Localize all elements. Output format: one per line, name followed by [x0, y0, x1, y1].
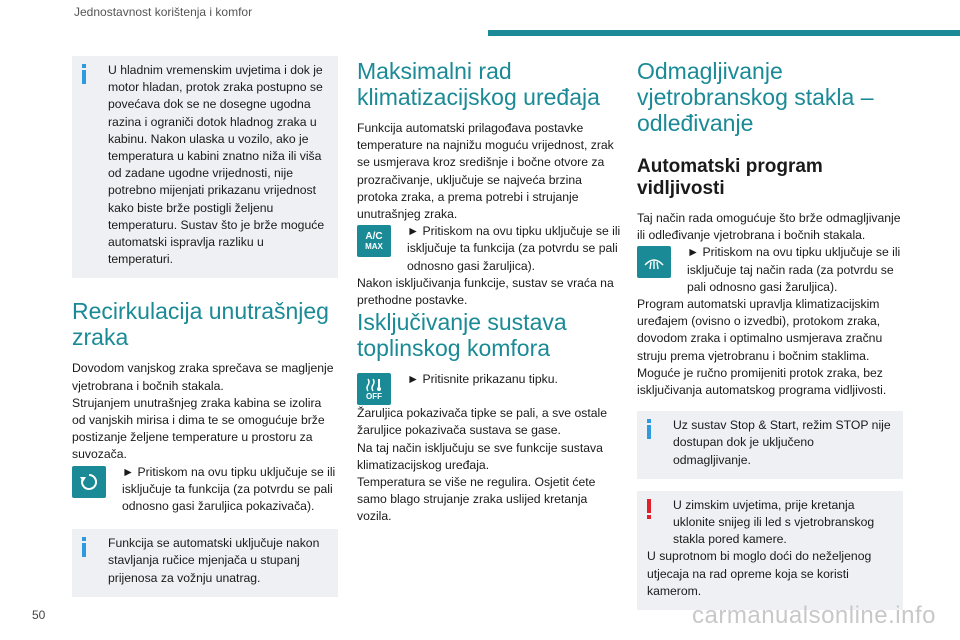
info-icon: [82, 537, 86, 557]
button-instruction: ► Pritisnite prikazanu tipku.: [407, 372, 558, 387]
paragraph: Strujanjem unutrašnjeg zraka kabina se izolira od vanjskih mirisa i dima te se omogućuje brže postizanje željene temperature u prostoru za suvozača.: [72, 395, 325, 462]
column-1: [72, 56, 338, 597]
ac-max-icon: A/C MAX: [357, 225, 391, 257]
visibility-button-row: [637, 244, 903, 296]
climate-off-icon: OFF: [357, 373, 391, 405]
page-number: 50: [32, 608, 46, 622]
paragraph: Funkcija automatski prilagođava postavke temperature na najnižu moguću vrijednost, zrak se usmjerava kroz središnje i bočne otvore za prozračivanje, uključuje se najveća brzina protoka zraka, a prema potrebi i strujanje unutrašnjeg zraka.: [357, 121, 614, 222]
section-heading-max-ac: Maksimalni rad klimatizacijskog uređaja: [357, 58, 600, 110]
section-heading-defogging: Odmagljivanje vjetrobranskog stakla – odleđivanje: [637, 58, 874, 136]
info-note-reverse-gear: [72, 529, 338, 597]
button-instruction: ► Pritiskom na ovu tipku uključuje se ili isključuje taj način rada (za potvrdu se pali odnosno gasi žaruljica).: [687, 245, 901, 294]
button-instruction: ► Pritiskom na ovu tipku uključuje se ili isključuje ta funkcija (za potvrdu se pali odnosno gasi žaruljica pokazivača).: [122, 464, 336, 514]
recirculation-icon: [72, 466, 106, 498]
paragraph: Na taj način isključuju se sve funkcije sustava klimatizacijskog uređaja.: [357, 440, 603, 472]
windscreen-defrost-icon: [637, 246, 671, 278]
warning-icon: [647, 499, 651, 519]
off-button-row: [357, 371, 623, 405]
column-3: [637, 58, 903, 610]
warning-note-camera: [637, 491, 903, 610]
note-text: Uz sustav Stop & Start, režim STOP nije dostupan dok je uključeno odmagljivanje.: [673, 418, 891, 467]
paragraph: Program automatski upravlja klimatizacijskim uređajem (ovisno o izvedbi), protokom zraka, dovodom zraka i optimalno usmjerava zračnu struju prema vjetrobranu i bočnim staklima.: [637, 297, 883, 363]
note-text: U hladnim vremenskim uvjetima i dok je motor hladan, protok zraka postupno se povećava dok se ne dosegne ugodna razina i ograniči dotok hladnog zraka u kabinu. Nakon ulaska u vozilo, ako je temperatura u kabini znatno niža ili viša od zadane ugodne vrijednosti, nije potrebno mijenjati prikazanu vrijednost kako biste brže postigli željenu temperaturu. Sustav što je brže moguće automatski ispravlja razliku u temperaturi.: [108, 63, 325, 267]
paragraph: Temperatura se više ne regulira. Osjetit ćete samo blago strujanje zraka uslijed kretanja vozila.: [357, 475, 596, 524]
warning-text: U suprotnom bi moglo doći do neželjenog utjecaja na rad opreme koja se koristi kamerom.: [647, 549, 872, 598]
paragraph: Moguće je ručno promijeniti protok zraka, bez isključivanja automatskog programa vidljivosti.: [637, 365, 887, 398]
header-accent-bar: [488, 30, 960, 36]
info-icon: [647, 419, 651, 439]
paragraph: Nakon isključivanja funkcije, sustav se vraća na prethodne postavke.: [357, 275, 614, 308]
subsection-heading-visibility-program: Automatski program vidljivosti: [637, 156, 823, 199]
paragraph: Žaruljica pokazivača tipke se pali, a sve ostale žaruljice pokazivača sustava se gase.: [357, 406, 607, 438]
note-text: Funkcija se automatski uključuje nakon stavljanja ručice mjenjača u stupanj prijenosa za vožnju unatrag.: [108, 536, 320, 585]
paragraph: Taj način rada omogućuje što brže odmagljivanje ili odleđivanje vjetrobrana i bočnih stakala.: [637, 211, 901, 243]
button-instruction: ► Pritiskom na ovu tipku uključuje se ili isključuje ta funkcija (za potvrdu se pali odnosno gasi žaruljica).: [407, 224, 621, 273]
section-heading-system-off: Isključivanje sustava toplinskog komfora: [357, 309, 567, 362]
paragraph: Dovodom vanjskog zraka sprečava se magljenje vjetrobrana i bočnih stakala.: [72, 361, 334, 393]
running-header: Jednostavnost korištenja i komfor: [74, 5, 253, 19]
recirculation-button-row: [72, 464, 338, 516]
column-2: [357, 58, 623, 526]
ac-max-button-row: [357, 223, 623, 275]
info-icon: [82, 64, 86, 84]
info-note-stop-start: [637, 411, 903, 479]
warning-text: U zimskim uvjetima, prije kretanja uklonite snijeg ili led s vjetrobranskog stakla pored kamere.: [673, 497, 875, 547]
section-heading-recirculation: Recirkulacija unutrašnjeg zraka: [72, 298, 329, 351]
info-note-cold-weather: [72, 56, 338, 278]
watermark: carmanualsonline.info: [692, 602, 936, 629]
